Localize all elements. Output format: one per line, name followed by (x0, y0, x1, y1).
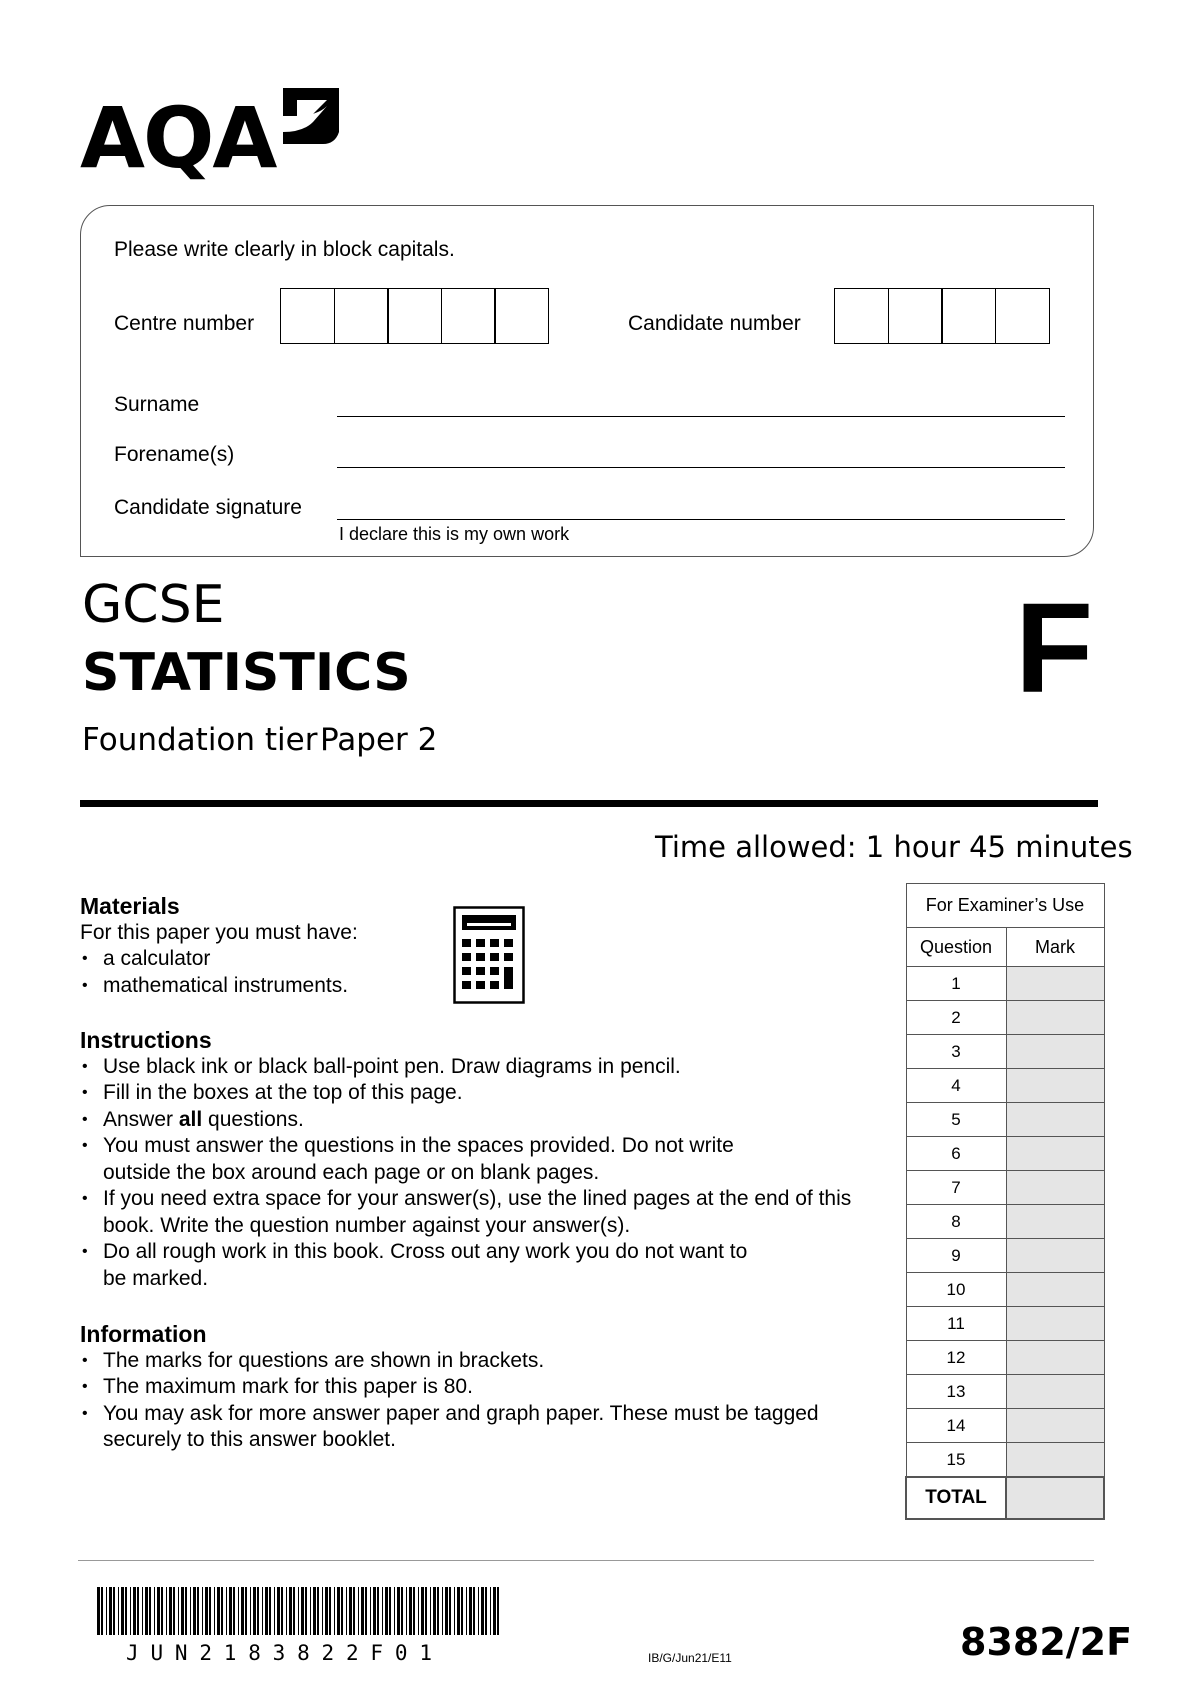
question-number: 11 (906, 1307, 1006, 1341)
mark-cell[interactable] (1006, 1239, 1104, 1273)
examiner-table-row (906, 1409, 1104, 1443)
forename-label: Forename(s) (114, 443, 235, 466)
information-item: • The maximum mark for this paper is 80. (80, 1374, 870, 1401)
question-number: 6 (906, 1137, 1006, 1171)
examiner-table-row (906, 1171, 1104, 1205)
question-number: 2 (906, 1001, 1006, 1035)
mark-cell[interactable] (1006, 1137, 1104, 1171)
mark-cell[interactable] (1006, 1409, 1104, 1443)
candidate-digit-box[interactable] (995, 288, 1050, 344)
signature-label: Candidate signature (114, 496, 302, 519)
centre-digit-box[interactable] (441, 288, 496, 344)
instruction-item: • Fill in the boxes at the top of this page. (80, 1080, 870, 1107)
examiner-table-row (906, 1341, 1104, 1375)
examiner-use-table (905, 883, 1105, 1520)
examiner-table-row (906, 1239, 1104, 1273)
question-number: 8 (906, 1205, 1006, 1239)
mark-cell[interactable] (1006, 1341, 1104, 1375)
total-label: TOTAL (906, 1477, 1006, 1519)
total-mark-cell[interactable] (1006, 1477, 1104, 1519)
barcode-text: JUN2183822F01 (126, 1641, 444, 1665)
examiner-table-heading: For Examiner’s Use (906, 884, 1104, 928)
paper-label: Paper 2 (320, 722, 438, 758)
question-number: 12 (906, 1341, 1006, 1375)
footer-divider (78, 1560, 1094, 1561)
question-number: 5 (906, 1103, 1006, 1137)
mark-cell[interactable] (1006, 1273, 1104, 1307)
instructions-section (80, 1027, 870, 1292)
tier-label: Foundation tier (82, 722, 318, 758)
centre-digit-box[interactable] (387, 288, 442, 344)
question-number: 4 (906, 1069, 1006, 1103)
centre-digit-box[interactable] (494, 288, 549, 344)
subject-title: STATISTICS (82, 643, 411, 703)
question-column-header: Question (906, 928, 1006, 967)
logo-leaf-icon (283, 88, 341, 146)
document-reference: IB/G/Jun21/E11 (648, 1651, 732, 1665)
mark-cell[interactable] (1006, 1443, 1104, 1478)
mark-column-header: Mark (1006, 928, 1104, 967)
materials-item: • a calculator (80, 946, 500, 973)
instruction-item: • If you need extra space for your answer(s), use the lined pages at the end of this book. Write the question number against your answer(s). (80, 1186, 870, 1239)
centre-number-label: Centre number (114, 312, 255, 335)
calculator-icon (453, 906, 525, 1004)
examiner-table-row (906, 1069, 1104, 1103)
examiner-table-row (906, 1443, 1104, 1478)
mark-cell[interactable] (1006, 1171, 1104, 1205)
candidate-digit-box[interactable] (888, 288, 943, 344)
question-number: 3 (906, 1035, 1006, 1069)
mark-cell[interactable] (1006, 1307, 1104, 1341)
candidate-digit-box[interactable] (834, 288, 889, 344)
mark-cell[interactable] (1006, 1103, 1104, 1137)
question-number: 10 (906, 1273, 1006, 1307)
centre-digit-box[interactable] (280, 288, 335, 344)
candidate-number-label: Candidate number (628, 312, 801, 335)
barcode-icon (97, 1587, 507, 1637)
paper-code: 8382/2F (960, 1620, 1133, 1664)
aqa-logo (80, 88, 350, 188)
instruction-item: • Answer all questions. (80, 1107, 870, 1134)
examiner-table-row (906, 967, 1104, 1001)
instruction-item: • Use black ink or black ball-point pen. Draw diagrams in pencil. (80, 1054, 870, 1081)
surname-field[interactable] (337, 416, 1065, 417)
examiner-table-row (906, 1375, 1104, 1409)
materials-item: • mathematical instruments. (80, 973, 500, 1000)
time-allowed: Time allowed: 1 hour 45 minutes (655, 830, 1133, 864)
question-number: 15 (906, 1443, 1006, 1478)
mark-cell[interactable] (1006, 1205, 1104, 1239)
surname-label: Surname (114, 393, 200, 416)
question-number: 7 (906, 1171, 1006, 1205)
mark-cell[interactable] (1006, 1375, 1104, 1409)
forename-field[interactable] (337, 467, 1065, 468)
candidate-details-box (80, 205, 1094, 557)
examiner-table-row (906, 1205, 1104, 1239)
mark-cell[interactable] (1006, 967, 1104, 1001)
examiner-table-row (906, 1137, 1104, 1171)
mark-cell[interactable] (1006, 1035, 1104, 1069)
information-section (80, 1321, 870, 1454)
centre-number-boxes[interactable] (280, 288, 549, 344)
qualification-title: GCSE (82, 575, 225, 635)
question-number: 13 (906, 1375, 1006, 1409)
examiner-table-row (906, 1273, 1104, 1307)
question-number: 9 (906, 1239, 1006, 1273)
information-item: • You may ask for more answer paper and graph paper. These must be tagged securely to this answer booklet. (80, 1401, 823, 1454)
signature-field[interactable] (337, 519, 1065, 520)
examiner-table-row (906, 1001, 1104, 1035)
information-item: • The marks for questions are shown in brackets. (80, 1348, 870, 1375)
information-heading: Information (80, 1321, 207, 1347)
examiner-table-row (906, 1035, 1104, 1069)
materials-intro: For this paper you must have: (80, 920, 358, 944)
candidate-number-boxes[interactable] (834, 288, 1050, 344)
title-divider (80, 800, 1098, 807)
examiner-table-row (906, 1307, 1104, 1341)
instructions-heading: Instructions (80, 1027, 212, 1053)
mark-cell[interactable] (1006, 1001, 1104, 1035)
centre-digit-box[interactable] (334, 288, 389, 344)
instruction-item: • You must answer the questions in the spaces provided. Do not write outside the box around each page or on blank pages. (80, 1133, 773, 1186)
declaration-text: I declare this is my own work (339, 524, 570, 544)
examiner-table-row (906, 1103, 1104, 1137)
materials-section (80, 893, 500, 999)
question-number: 14 (906, 1409, 1006, 1443)
candidate-digit-box[interactable] (941, 288, 996, 344)
materials-heading: Materials (80, 893, 180, 919)
question-number: 1 (906, 967, 1006, 1001)
block-capitals-instruction: Please write clearly in block capitals. (114, 238, 455, 261)
logo-text: AQA (80, 89, 276, 187)
instruction-item: • Do all rough work in this book. Cross out any work you do not want to be marked. (80, 1239, 773, 1292)
mark-cell[interactable] (1006, 1069, 1104, 1103)
tier-letter: F (1015, 577, 1094, 720)
